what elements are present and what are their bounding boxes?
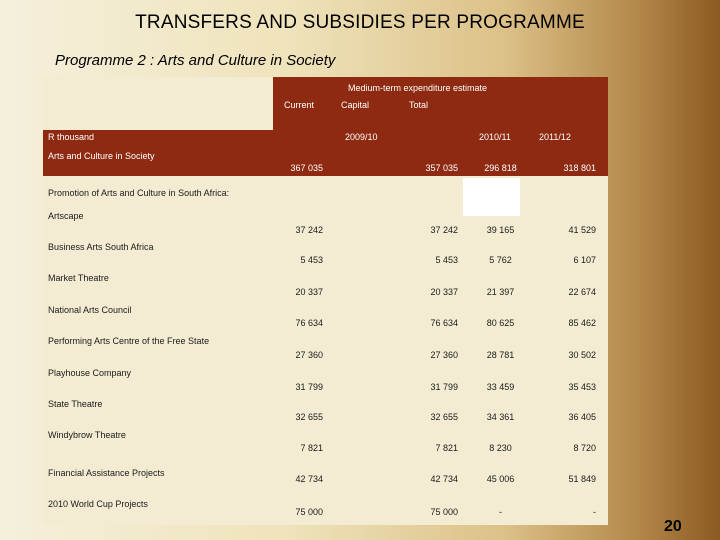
row-total: 32 655 <box>430 412 458 422</box>
header-year-row <box>43 130 608 150</box>
row-total: 42 734 <box>430 474 458 484</box>
row-current: 76 634 <box>295 318 323 328</box>
row-label: Performing Arts Centre of the Free State <box>48 336 210 346</box>
header-unit-label: R thousand <box>48 132 95 142</box>
row-label: Market Theatre <box>48 273 109 283</box>
row-y2: 80 625 <box>486 318 515 328</box>
slide-title: TRANSFERS AND SUBSIDIES PER PROGRAMME <box>135 12 585 33</box>
row-y3: 41 529 <box>568 225 596 235</box>
row-y2: - <box>499 507 502 517</box>
row-total: 37 242 <box>430 225 458 235</box>
summary-label: Arts and Culture in Society <box>48 151 155 161</box>
row-current: 75 000 <box>295 507 323 517</box>
page-number: 20 <box>664 518 682 535</box>
header-group-label: Medium-term expenditure estimate <box>348 83 488 93</box>
row-total: 7 821 <box>435 443 458 453</box>
summary-current: 367 035 <box>290 163 323 173</box>
row-y2: 33 459 <box>486 382 515 392</box>
row-label: Business Arts South Africa <box>48 242 154 252</box>
row-y3: 30 502 <box>568 350 596 360</box>
row-total: 5 453 <box>435 255 458 265</box>
row-label: 2010 World Cup Projects <box>48 499 148 509</box>
row-label: Windybrow Theatre <box>48 430 126 440</box>
row-y3: 8 720 <box>573 443 596 453</box>
row-label: Artscape <box>48 211 84 221</box>
row-current: 7 821 <box>300 443 323 453</box>
summary-y3: 318 801 <box>563 163 596 173</box>
row-label: State Theatre <box>48 399 103 409</box>
summary-total: 357 035 <box>425 163 458 173</box>
row-y3: 6 107 <box>573 255 596 265</box>
transfers-table <box>43 77 608 525</box>
header-year-1: 2009/10 <box>345 132 378 142</box>
row-total: 76 634 <box>430 318 458 328</box>
row-label: Playhouse Company <box>48 368 132 378</box>
row-current: 27 360 <box>295 350 323 360</box>
row-current: 32 655 <box>295 412 323 422</box>
row-label: Financial Assistance Projects <box>48 468 165 478</box>
row-y2: 39 165 <box>486 225 515 235</box>
header-year-2: 2010/11 <box>479 132 511 142</box>
summary-y2: 296 818 <box>484 163 517 173</box>
row-y2: 5 762 <box>489 255 512 265</box>
row-total: 27 360 <box>430 350 458 360</box>
header-total: Total <box>409 100 429 110</box>
row-y3: 22 674 <box>568 287 596 297</box>
row-total: 31 799 <box>430 382 458 392</box>
row-y2: 34 361 <box>486 412 515 422</box>
row-y3: 85 462 <box>568 318 596 328</box>
row-y2: 45 006 <box>486 474 515 484</box>
row-y3: 51 849 <box>568 474 596 484</box>
row-total: 75 000 <box>430 507 458 517</box>
row-current: 20 337 <box>295 287 323 297</box>
header-current: Current <box>284 100 315 110</box>
row-y2: 21 397 <box>486 287 515 297</box>
section-blank-cell <box>463 178 520 216</box>
row-current: 37 242 <box>295 225 323 235</box>
header-year-3: 2011/12 <box>539 132 571 142</box>
row-y2: 28 781 <box>486 350 515 360</box>
row-y3: 35 453 <box>568 382 596 392</box>
row-y3: 36 405 <box>568 412 596 422</box>
section-label: Promotion of Arts and Culture in South Africa: <box>48 188 230 198</box>
row-y2: 8 230 <box>489 443 512 453</box>
row-total: 20 337 <box>430 287 458 297</box>
header-capital: Capital <box>341 100 370 110</box>
row-y3: - <box>593 507 596 517</box>
row-label: National Arts Council <box>48 305 132 315</box>
slide-subtitle: Programme 2 : Arts and Culture in Society <box>55 52 336 69</box>
row-current: 31 799 <box>295 382 323 392</box>
row-current: 5 453 <box>300 255 323 265</box>
row-current: 42 734 <box>295 474 323 484</box>
